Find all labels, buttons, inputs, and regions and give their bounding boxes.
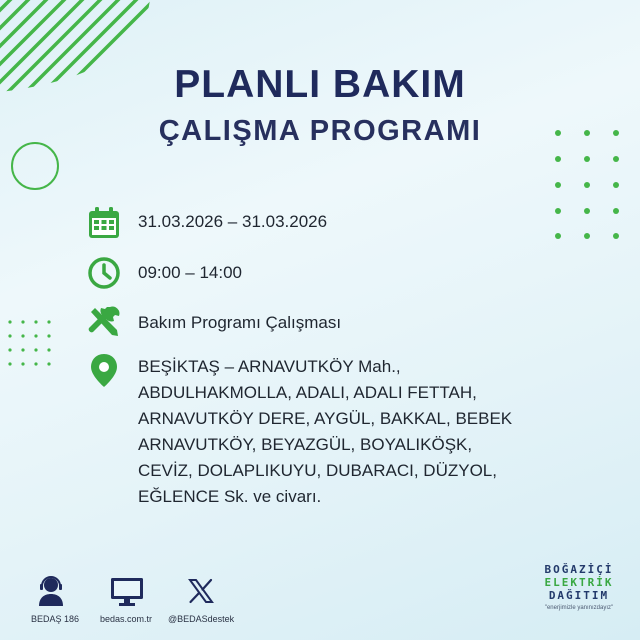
logo-tagline: "enerjimizle yanınızdayız" [544,605,614,611]
address-line: CEVİZ, DOLAPLIKUYU, DUBARACI, DÜZYOL, [138,461,497,480]
address-line: ARNAVUTKÖY DERE, AYGÜL, BAKKAL, BEBEK [138,409,513,428]
call-center-agent-icon [37,575,65,607]
company-logo [538,563,620,615]
address-line: BEŞİKTAŞ – ARNAVUTKÖY Mah., [138,357,401,376]
social-handle-link[interactable]: @BEDASdestek [168,614,235,624]
location-pin-icon [86,352,122,388]
call-center-label: BEDAŞ 186 [31,614,80,624]
logo-line-1: BOĞAZİÇİ [544,563,614,576]
page-title: PLANLI BAKIM [174,63,466,106]
work-type: Bakım Programı Çalışması [138,313,342,332]
website-link[interactable]: bedas.com.tr [100,614,153,624]
address-line: ARNAVUTKÖY, BEYAZGÜL, BOYALIKÖŞK, [138,435,473,454]
address-line: ABDULHAKMOLLA, ADALI, ADALI FETTAH, [138,383,477,402]
calendar-icon [86,205,122,241]
logo-line-3: DAĞITIM [548,589,610,602]
address-block [138,354,512,510]
ring-decoration [10,141,60,191]
time-range: 09:00 – 14:00 [138,263,242,282]
date-range: 31.03.2026 – 31.03.2026 [138,212,328,231]
page-subtitle: ÇALIŞMA PROGRAMI [158,115,482,147]
address-line: EĞLENCE Sk. ve civarı. [138,487,322,506]
x-social-icon[interactable] [188,578,214,604]
tools-icon [86,304,122,340]
clock-icon [86,255,122,291]
logo-line-2: ELEKTRİK [544,576,614,589]
computer-monitor-icon [110,577,144,607]
small-dot-grid-decoration [6,318,54,368]
